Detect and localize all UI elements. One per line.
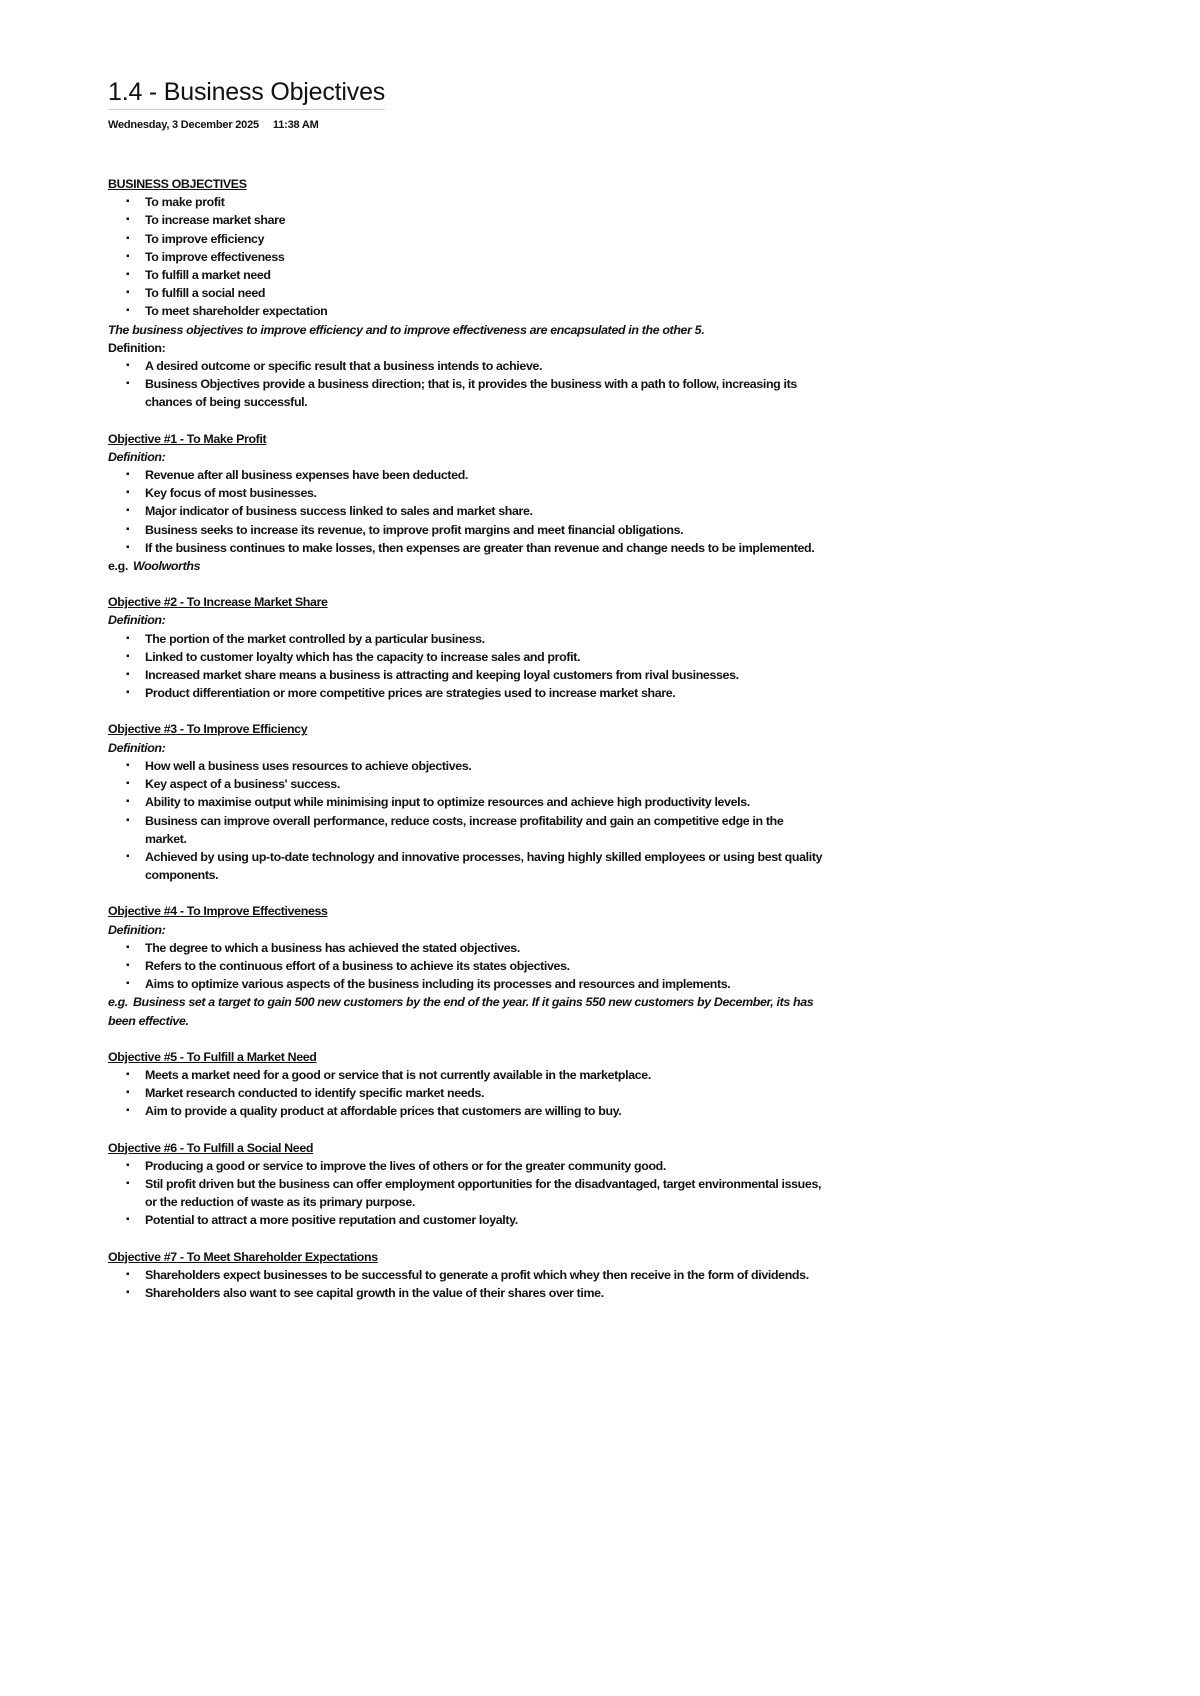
list-item: ▪ To fulfill a social need xyxy=(145,284,828,302)
section-objective-7 xyxy=(108,1248,828,1303)
list-item: ▪ Revenue after all business expenses have been deducted. xyxy=(145,466,828,484)
list-item: ▪ The degree to which a business has achieved the stated objectives. xyxy=(145,939,828,957)
bullet-list xyxy=(108,1157,828,1230)
definition-label: Definition: xyxy=(108,922,166,937)
list-item: ▪ A desired outcome or specific result that a business intends to achieve. xyxy=(145,357,828,375)
definition-label: Definition: xyxy=(108,340,166,355)
bullet-list xyxy=(108,939,828,994)
list-item: ▪ Producing a good or service to improve the lives of others or for the greater community good. xyxy=(145,1157,828,1175)
list-item: ▪ Aims to optimize various aspects of the business including its processes and resources and implements. xyxy=(145,975,828,993)
list-item: ▪ Aim to provide a quality product at affordable prices that customers are willing to buy. xyxy=(145,1102,828,1120)
section-heading: BUSINESS OBJECTIVES xyxy=(108,177,247,191)
section-heading: Objective #2 - To Increase Market Share xyxy=(108,595,328,610)
list-item: ▪ Increased market share means a business is attracting and keeping loyal customers from rival businesses. xyxy=(145,666,828,684)
list-item: ▪ Shareholders expect businesses to be successful to generate a profit which whey then receive in the form of dividends. xyxy=(145,1266,828,1284)
section-objective-1 xyxy=(108,430,828,576)
page-time: 11:38 AM xyxy=(272,119,319,131)
note-page xyxy=(108,78,828,1302)
list-item: ▪ Meets a market need for a good or service that is not currently available in the marketplace. xyxy=(145,1066,828,1084)
section-objective-2 xyxy=(108,593,828,702)
section-objective-6 xyxy=(108,1139,828,1230)
section-heading: Objective #6 - To Fulfill a Social Need xyxy=(108,1140,314,1155)
list-item: ▪ Key focus of most businesses. xyxy=(145,484,828,502)
list-item: ▪ To improve efficiency xyxy=(145,230,828,248)
definition-list xyxy=(108,357,828,412)
bullet-list xyxy=(108,1066,828,1121)
list-item: ▪ Linked to customer loyalty which has the capacity to increase sales and profit. xyxy=(145,648,828,666)
list-item: ▪ To increase market share xyxy=(145,211,828,229)
section-heading: Objective #3 - To Improve Efficiency xyxy=(108,722,308,737)
list-item: ▪ To improve effectiveness xyxy=(145,248,828,266)
list-item: ▪ Potential to attract a more positive reputation and customer loyalty. xyxy=(145,1211,828,1229)
list-item: ▪ Key aspect of a business' success. xyxy=(145,775,828,793)
list-item: ▪ Ability to maximise output while minimising input to optimize resources and achieve high productivity levels. xyxy=(145,793,828,811)
definition-label: Definition: xyxy=(108,613,166,628)
example-line xyxy=(108,557,828,575)
list-item: ▪ To meet shareholder expectation xyxy=(145,302,828,320)
bullet-list xyxy=(108,630,828,703)
list-item: ▪ Shareholders also want to see capital growth in the value of their shares over time. xyxy=(145,1284,828,1302)
list-item: ▪ Stil profit driven but the business can offer employment opportunities for the disadvantaged, target environmental issues, or the reduction of waste as its primary purpose. xyxy=(145,1175,828,1211)
list-item: ▪ To make profit xyxy=(145,193,828,211)
definition-label: Definition: xyxy=(108,740,166,755)
list-item: ▪ Business seeks to increase its revenue, to improve profit margins and meet financial obligations. xyxy=(145,521,828,539)
list-item: ▪ Major indicator of business success linked to sales and market share. xyxy=(145,502,828,520)
example-text: Business set a target to gain 500 new customers by the end of the year. If it gains 550 new customers by December, its has been effective. xyxy=(108,995,814,1028)
list-item: ▪ Market research conducted to identify specific market needs. xyxy=(145,1084,828,1102)
section-objective-4 xyxy=(108,902,828,1029)
list-item: ▪ Achieved by using up-to-date technology and innovative processes, having highly skilled employees or using best quality components. xyxy=(145,848,828,884)
list-item: ▪ Refers to the continuous effort of a business to achieve its states objectives. xyxy=(145,957,828,975)
section-heading: Objective #4 - To Improve Effectiveness xyxy=(108,904,328,919)
list-item: ▪ Business can improve overall performance, reduce costs, increase profitability and gain an competitive edge in the market. xyxy=(145,812,828,848)
example-label: e.g. xyxy=(108,995,128,1010)
list-item: ▪ Product differentiation or more competitive prices are strategies used to increase market share. xyxy=(145,684,828,702)
definition-label: Definition: xyxy=(108,449,166,464)
bullet-list xyxy=(108,466,828,557)
list-item: ▪ To fulfill a market need xyxy=(145,266,828,284)
list-item: ▪ Business Objectives provide a business direction; that is, it provides the business with a path to follow, increasing its chances of being successful. xyxy=(145,375,828,411)
section-heading: Objective #1 - To Make Profit xyxy=(108,431,267,446)
section-objective-3 xyxy=(108,720,828,884)
example-line xyxy=(108,993,828,1029)
section-business-objectives xyxy=(108,175,828,412)
page-datetime xyxy=(108,119,828,131)
list-item: ▪ How well a business uses resources to achieve objectives. xyxy=(145,757,828,775)
note-content xyxy=(108,175,828,1302)
section-objective-5 xyxy=(108,1048,828,1121)
list-item: ▪ If the business continues to make losses, then expenses are greater than revenue and change needs to be implemented. xyxy=(145,539,828,557)
intro-note: The business objectives to improve efficiency and to improve effectiveness are encapsulated in the other 5. xyxy=(108,322,705,337)
page-date: Wednesday, 3 December 2025 xyxy=(108,119,259,131)
example-label: e.g. xyxy=(108,559,128,574)
bullet-list xyxy=(108,757,828,884)
page-title: 1.4 - Business Objectives xyxy=(108,78,385,110)
objectives-list xyxy=(108,193,828,320)
example-text: Woolworths xyxy=(132,559,201,574)
bullet-list xyxy=(108,1266,828,1302)
list-item: ▪ The portion of the market controlled by a particular business. xyxy=(145,630,828,648)
section-heading: Objective #7 - To Meet Shareholder Expectations xyxy=(108,1249,378,1264)
section-heading: Objective #5 - To Fulfill a Market Need xyxy=(108,1049,317,1064)
